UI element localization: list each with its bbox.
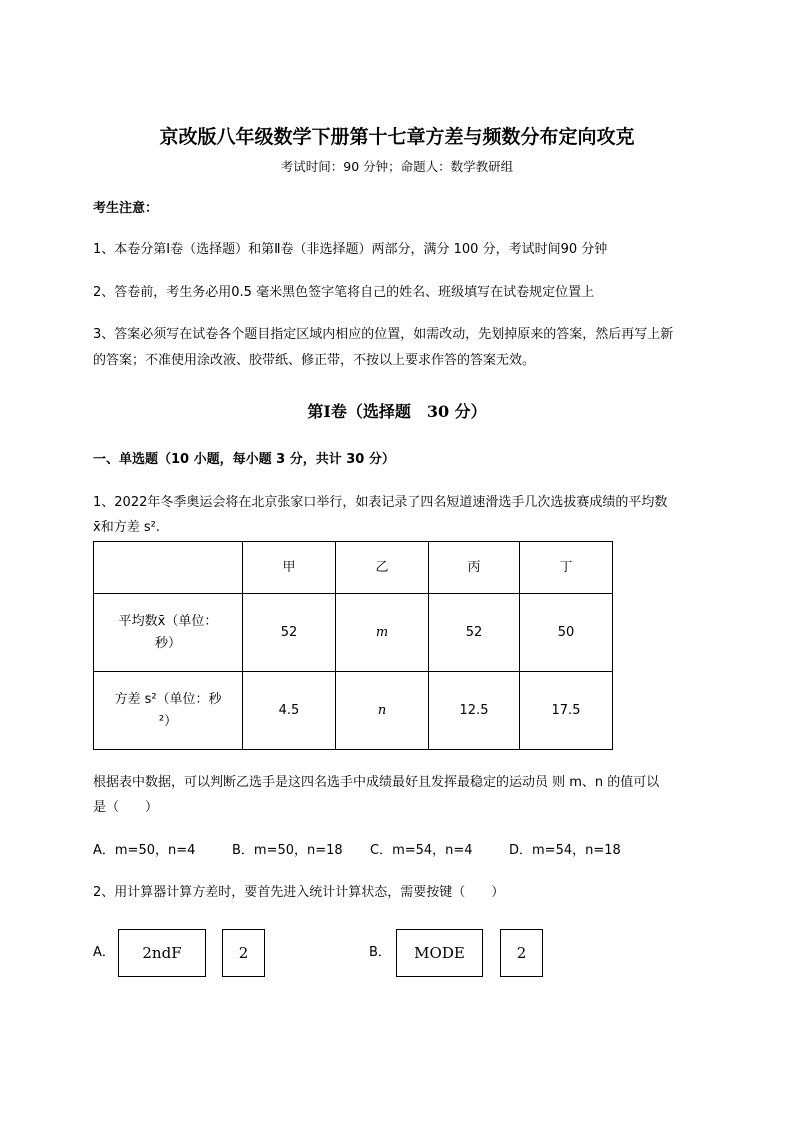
table-row xyxy=(94,672,613,750)
row-label-variance-b: ²） xyxy=(158,713,178,729)
table-cell: 12.5 xyxy=(429,672,520,750)
row-label-mean-b: 秒） xyxy=(154,635,181,651)
notice-item-3-line1: 3、答案必须写在试卷各个题目指定区域内相应的位置，如需改动，先划掉原来的答案，然后再写上新 xyxy=(93,327,674,342)
table-header-cell: 丙 xyxy=(429,542,520,594)
q1-stem-line2: x̄和方差 s². xyxy=(93,520,160,535)
calculator-key-2: 2 xyxy=(500,929,543,977)
calculator-key-2ndf: 2ndF xyxy=(118,929,206,977)
table-cell: 17.5 xyxy=(520,672,613,750)
q1-option-b[interactable]: B．m=50，n=18 xyxy=(232,843,343,858)
notice-heading: 考生注意： xyxy=(93,201,159,216)
q1-question-line1: 根据表中数据，可以判断乙选手是这四名选手中成绩最好且发挥最稳定的运动员 则 m、n 的值可以 xyxy=(93,775,660,790)
q1-question-line2: 是（ ） xyxy=(93,800,159,815)
table-cell: n xyxy=(336,672,429,750)
table-row xyxy=(94,594,613,672)
part1-heading: 一、单选题（10 小题，每小题 3 分，共计 30 分） xyxy=(93,452,395,467)
table-cell: 52 xyxy=(243,594,336,672)
page-title: 京改版八年级数学下册第十七章方差与频数分布定向攻克 xyxy=(159,126,635,148)
calculator-key-mode: MODE xyxy=(396,929,483,977)
notice-item-1: 1、本卷分第Ⅰ卷（选择题）和第Ⅱ卷（非选择题）两部分，满分 100 分，考试时间90 分钟 xyxy=(93,242,608,257)
table-header-cell: 乙 xyxy=(336,542,429,594)
exam-info: 考试时间：90 分钟；命题人：数学教研组 xyxy=(280,159,514,174)
notice-item-3-line2: 的答案；不准使用涂改液、胶带纸、修正带，不按以上要求作答的答案无效。 xyxy=(93,353,536,368)
q1-option-c[interactable]: C．m=54，n=4 xyxy=(370,843,473,858)
table-cell: 4.5 xyxy=(243,672,336,750)
row-label-mean xyxy=(94,594,243,672)
q1-option-a[interactable]: A．m=50，n=4 xyxy=(93,843,196,858)
notice-item-2: 2、答卷前，考生务必用0.5 毫米黑色签字笔将自己的姓名、班级填写在试卷规定位置上 xyxy=(93,285,595,300)
table-cell: 52 xyxy=(429,594,520,672)
table-cell: m xyxy=(336,594,429,672)
score-table xyxy=(93,541,613,750)
row-label-variance xyxy=(94,672,243,750)
calculator-key-2: 2 xyxy=(222,929,265,977)
table-header-row xyxy=(94,542,613,594)
q1-option-d[interactable]: D．m=54，n=18 xyxy=(509,843,621,858)
q2-stem: 2、用计算器计算方差时，要首先进入统计计算状态，需要按键（ ） xyxy=(93,885,505,900)
section-title: 第Ⅰ卷（选择题 30 分） xyxy=(307,402,487,421)
q2-option-b-label[interactable]: B． xyxy=(369,945,391,960)
q2-option-a-label[interactable]: A． xyxy=(93,945,115,960)
row-label-variance-a: 方差 s²（单位：秒 xyxy=(114,691,222,707)
table-header-cell: 丁 xyxy=(520,542,613,594)
table-header-cell: 甲 xyxy=(243,542,336,594)
table-cell: 50 xyxy=(520,594,613,672)
table-header-cell xyxy=(94,542,243,594)
row-label-mean-a: 平均数x̄（单位： xyxy=(118,613,218,629)
q1-stem-line1: 1、2022年冬季奥运会将在北京张家口举行，如表记录了四名短道速滑选手几次选拔赛成绩的平均数 xyxy=(93,495,668,510)
